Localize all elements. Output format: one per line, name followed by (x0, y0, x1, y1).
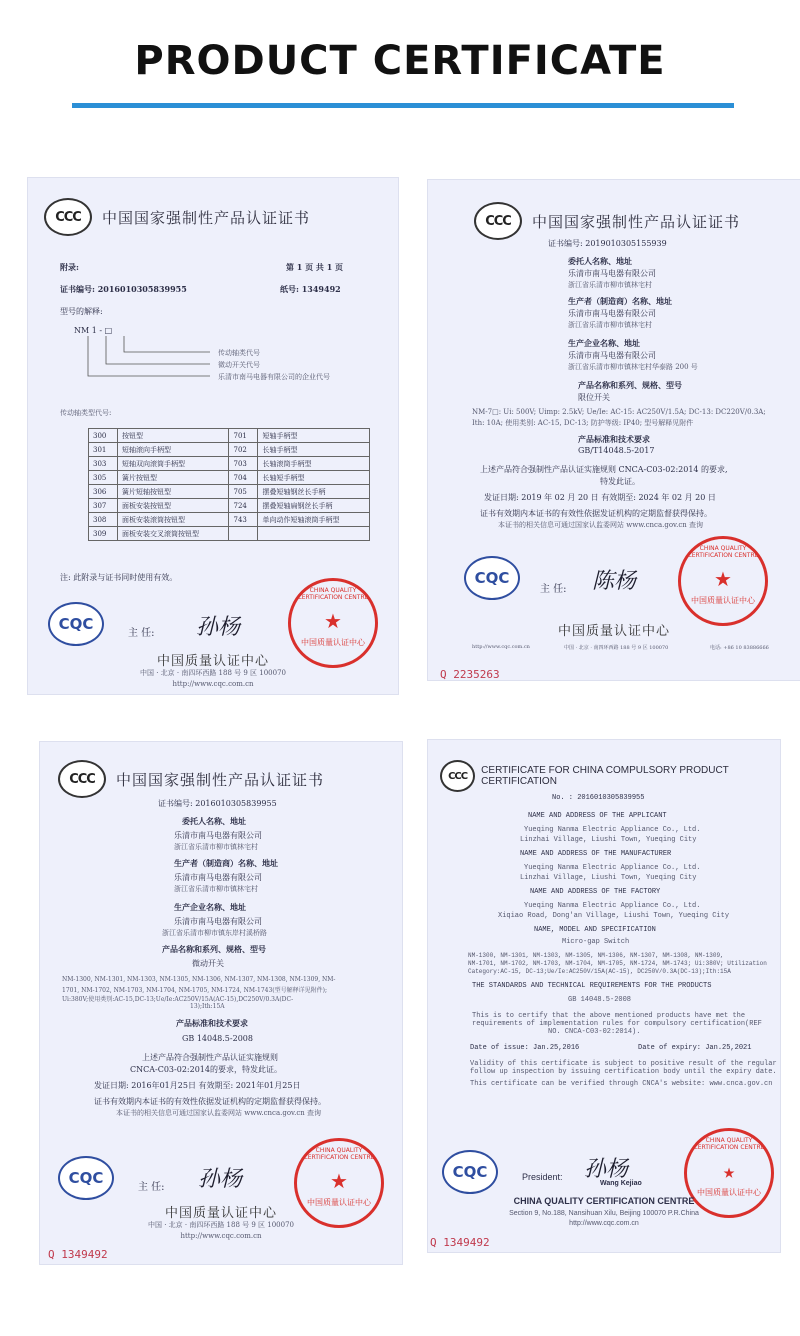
rule-line-1: 上述产品符合强制性产品认证实施规则 CNCA-C03-02:2014 的要求, (480, 465, 728, 474)
manufacturer-address: 浙江省乐清市柳市镇林宅村 (174, 885, 258, 893)
table-cell: 701 (229, 429, 258, 443)
table-cell: 短轴手柄型 (258, 429, 370, 443)
spec-line-1: NM-1300, NM-1301, NM-1303, NM-1305, NM-1306, NM-1307, NM-1308, NM-1309, (468, 952, 724, 959)
table-cell: 705 (229, 485, 258, 499)
official-seal-stamp: CHINA QUALITY CERTIFICATION CENTRE ★ 中国质量认证中心 (684, 1128, 774, 1218)
table-cell: 面板安装交叉滚筒按钮型 (118, 527, 229, 541)
center-url: http://www.cqc.com.cn (569, 1220, 639, 1227)
applicant-label: NAME AND ADDRESS OF THE APPLICANT (528, 812, 667, 820)
table-cell: 摆叠短轴扁钢丝长手柄 (258, 499, 370, 513)
spec-line-3: Ui:380V;使用类别:AC-15,DC-13;Ue/Ie:AC250V/15A(AC-15),DC250V/0.3A(DC- (62, 996, 294, 1003)
model-label: 型号的解释: (60, 307, 103, 316)
center-url: http://www.cqc.com.cn (172, 680, 254, 688)
table-cell: 702 (229, 443, 258, 457)
president-signature: 孙杨 (584, 1157, 629, 1182)
signer-label: 主 任: (540, 584, 567, 595)
center-name: 中国质量认证中心 (156, 654, 269, 669)
applicant-label: 委托人名称、地址 (182, 816, 246, 826)
director-signature: 陈杨 (592, 569, 637, 594)
factory-name: Yueqing Nanma Electric Appliance Co., Ltd. (524, 902, 701, 910)
table-cell: 摆叠短轴钢丝长手柄 (258, 485, 370, 499)
official-seal-stamp: CHINA QUALITY CERTIFICATION CENTRE ★ 中国质量认证中心 (294, 1138, 384, 1228)
table-cell: 面板安装滚筒按钮型 (118, 513, 229, 527)
ccc-logo-icon: CCC (440, 760, 475, 792)
rule-line-1: 上述产品符合强制性产品认证实施规则 (142, 1053, 278, 1062)
table-row (89, 527, 370, 541)
explain-2: 微动开关代号 (218, 361, 260, 369)
center-address: 中国 · 北京 · 南四环西路 188 号 9 区 100070 (147, 1221, 294, 1229)
table-cell: 306 (89, 485, 118, 499)
serial-number: Q 1349492 (430, 1236, 490, 1249)
director-signature: 孙杨 (196, 615, 241, 640)
spec-line-2: NM-1701, NM-1702, NM-1703, NM-1704, NM-1705, NM-1724, NM-1743; Ui:380V; Utilization (468, 960, 767, 967)
annex-note: 注: 此附录与证书同时使用有效。 (60, 573, 178, 582)
center-address: Section 9, No.188, Nansihuan Xilu, Beijing 100070 P.R.China (509, 1210, 699, 1217)
standard-value: GB 14048.5-2008 (182, 1034, 253, 1043)
product-name: Micro-gap Switch (562, 938, 630, 946)
certificate-micro-switch-cn (40, 742, 402, 1264)
rule-line-2: CNCA-C03-02:2014的要求，特发此证。 (130, 1065, 282, 1074)
signer-label: 主 任: (138, 1182, 165, 1193)
rule-line-2: 特发此证。 (600, 477, 640, 486)
table-row (89, 471, 370, 485)
manufacturer-address: Linzhai Village, Liushi Town, Yueqing City (520, 874, 697, 882)
table-cell: 长轴手柄型 (258, 443, 370, 457)
serial-number: Q 1349492 (48, 1248, 108, 1261)
table-cell: 743 (229, 513, 258, 527)
manufacturer-label: 生产者（制造商）名称、地址 (174, 858, 278, 868)
footer-url: http://www.cqc.com.cn (472, 644, 530, 650)
table-cell: 簧片按钮型 (118, 471, 229, 485)
cqc-logo-icon: CQC (48, 602, 104, 646)
manufacturer-name: Yueqing Nanma Electric Appliance Co., Ltd. (524, 864, 701, 872)
model-code: NM 1 - □ (74, 326, 113, 335)
table-cell (258, 527, 370, 541)
spec-line-2: 1701, NM-1702, NM-1703, NM-1704, NM-1705, NM-1724, NM-1743(型号解释详见附件); (62, 987, 328, 994)
rule-line-3: NO. CNCA-C03-02:2014). (548, 1028, 641, 1036)
certificate-annex (28, 178, 398, 694)
director-signature: 孙杨 (198, 1167, 243, 1192)
ccc-logo-icon: CCC (58, 760, 106, 798)
table-cell: 300 (89, 429, 118, 443)
factory-address: 浙江省乐清市柳市镇林宅村华泰路 200 号 (568, 363, 698, 371)
factory-name: 乐清市南马电器有限公司 (568, 351, 656, 360)
standard-label: THE STANDARDS AND TECHNICAL REQUIREMENTS FOR THE PRODUCTS (472, 982, 712, 990)
table-row (89, 443, 370, 457)
manufacturer-label: 生产者（制造商）名称、地址 (568, 296, 672, 306)
table-cell: 长轴滚筒手柄型 (258, 457, 370, 471)
table-cell: 724 (229, 499, 258, 513)
explain-3: 乐清市南马电器有限公司的企业代号 (218, 373, 330, 381)
table-cell: 704 (229, 471, 258, 485)
center-name: CHINA QUALITY CERTIFICATION CENTRE (513, 1196, 695, 1206)
applicant-name: Yueqing Nanma Electric Appliance Co., Ltd. (524, 826, 701, 834)
model-bracket-lines (80, 334, 220, 380)
title-underline (72, 103, 734, 108)
signer-label: President: (522, 1172, 563, 1182)
table-row (89, 499, 370, 513)
applicant-label: 委托人名称、地址 (568, 256, 632, 266)
factory-address: 浙江省乐清市柳市镇东岸村溪桥路 (162, 929, 267, 937)
standard-label: 产品标准和技术要求 (176, 1018, 248, 1028)
product-label: NAME, MODEL AND SPECIFICATION (534, 926, 656, 934)
table-cell: 面板安装按钮型 (118, 499, 229, 513)
spec-line-3: Category:AC-15, DC-13;Ue/Ie:AC250V/15A(AC-15), DC250V/0.3A(DC-13);Ith:15A (468, 968, 731, 975)
table-row (89, 457, 370, 471)
table-row (89, 429, 370, 443)
certificate-title: CERTIFICATE FOR CHINA COMPULSORY PRODUCT CERTIFICATION (481, 765, 729, 787)
table-cell: 309 (89, 527, 118, 541)
factory-name: 乐清市南马电器有限公司 (174, 917, 262, 926)
table-cell: 短轴双向滚筒手柄型 (118, 457, 229, 471)
manufacturer-address: 浙江省乐清市柳市镇林宅村 (568, 321, 652, 329)
certificate-title: 中国国家强制性产品认证证书 (532, 212, 741, 231)
official-seal-stamp: CHINA QUALITY CERTIFICATION CENTRE ★ 中国质量认证中心 (678, 536, 768, 626)
table-row (89, 485, 370, 499)
certificate-title: 中国国家强制性产品认证证书 (102, 208, 311, 227)
spec-line-4: 13);Ith:15A (190, 1003, 225, 1010)
cqc-logo-icon: CQC (442, 1150, 498, 1194)
spec-line-1: NM-7□: Ui: 500V; Uimp: 2.5kV; Ue/Ie: AC-15: AC250V/1.5A; DC-13: DC220V/0.3A; (472, 408, 766, 416)
product-name: 限位开关 (578, 393, 610, 402)
factory-label: NAME AND ADDRESS OF THE FACTORY (530, 888, 661, 896)
applicant-name: 乐清市南马电器有限公司 (174, 831, 262, 840)
cqc-logo-icon: CQC (58, 1156, 114, 1200)
table-cell: 按钮型 (118, 429, 229, 443)
rule-line-1: This is to certify that the above mentioned products have met the (472, 1012, 746, 1020)
factory-label: 生产企业名称、地址 (568, 338, 640, 348)
ccc-logo-icon: CCC (474, 202, 522, 240)
expiry-date: Date of expiry: Jan.25,2021 (638, 1044, 752, 1052)
validity-line-3: This certificate can be verified through CNCA's website: www.cnca.gov.cn (470, 1080, 773, 1088)
shaft-type-table (88, 428, 370, 541)
spec-line-1: NM-1300, NM-1301, NM-1303, NM-1305, NM-1306, NM-1307, NM-1308, NM-1309, NM- (62, 976, 336, 983)
page-info: 第 1 页 共 1 页 (286, 262, 344, 272)
standard-label: 产品标准和技术要求 (578, 434, 650, 444)
cert-number: No. : 2016010305839955 (552, 794, 645, 802)
table-cell: 303 (89, 457, 118, 471)
validity-line-2: 本证书的相关信息可通过国家认监委网站 www.cnca.gov.cn 查询 (498, 521, 704, 529)
paper-number: 纸号: 1349492 (280, 284, 341, 294)
validity-line-2: follow up inspection by issuing certification body until the expiry date. (470, 1068, 777, 1076)
rule-line-2: requirements of implementation rules for compulsory certification(REF (472, 1020, 762, 1028)
product-label: 产品名称和系列、规格、型号 (578, 380, 682, 390)
product-name: 微动开关 (192, 959, 224, 968)
annex-label: 附录: (60, 262, 79, 272)
spec-line-2: Ith: 10A; 使用类别: AC-15, DC-13; 防护等级: IP40; 型号解释见附件 (472, 419, 694, 427)
standard-value: GB/T14048.5-2017 (578, 446, 655, 455)
applicant-address: 浙江省乐清市柳市镇林宅村 (174, 843, 258, 851)
manufacturer-label: NAME AND ADDRESS OF THE MANUFACTURER (520, 850, 672, 858)
center-name: 中国质量认证中心 (557, 624, 670, 639)
table-cell (229, 527, 258, 541)
product-label: 产品名称和系列、规格、型号 (162, 944, 266, 954)
page-title: PRODUCT CERTIFICATE (134, 38, 666, 84)
validity-line-2: 本证书的相关信息可通过国家认监委网站 www.cnca.gov.cn 查询 (116, 1109, 322, 1117)
cqc-logo-icon: CQC (464, 556, 520, 600)
applicant-address: 浙江省乐清市柳市镇林宅村 (568, 281, 652, 289)
cert-number: 证书编号: 2016010305839955 (60, 284, 187, 294)
table-cell: 长轴短手柄型 (258, 471, 370, 485)
table-cell: 簧片短轴按钮型 (118, 485, 229, 499)
table-label: 传动轴类型代号: (60, 409, 112, 417)
footer-address: 中国 · 北京 · 南四环西路 188 号 9 区 100070 (564, 645, 669, 651)
factory-address: Xiqiao Road, Dong'an Village, Liushi Town, Yueqing City (498, 912, 730, 920)
applicant-name: 乐清市南马电器有限公司 (568, 269, 656, 278)
official-seal-stamp: CHINA QUALITY CERTIFICATION CENTRE ★ 中国质量认证中心 (288, 578, 378, 668)
ccc-logo-icon: CCC (44, 198, 92, 236)
explain-1: 传动轴类代号 (218, 349, 260, 357)
table-cell: 301 (89, 443, 118, 457)
issue-expiry-dates: 发证日期: 2016年01月25日 有效期至: 2021年01月25日 (94, 1081, 301, 1090)
manufacturer-name: 乐清市南马电器有限公司 (174, 873, 262, 882)
applicant-address: Linzhai Village, Liushi Town, Yueqing City (520, 836, 697, 844)
table-cell: 305 (89, 471, 118, 485)
table-cell: 307 (89, 499, 118, 513)
certificate-micro-switch-en (428, 740, 780, 1252)
table-cell: 308 (89, 513, 118, 527)
table-row (89, 513, 370, 527)
serial-number: Q 2235263 (440, 668, 500, 680)
signer-name: Wang Kejiao (600, 1180, 642, 1187)
validity-line-1: Validity of this certificate is subject to positive result of the regular (470, 1060, 777, 1068)
certificate-title: 中国国家强制性产品认证证书 (116, 770, 325, 789)
cert-number: 证书编号: 2016010305839955 (158, 799, 277, 808)
table-cell: 短轴滚向手柄型 (118, 443, 229, 457)
center-name: 中国质量认证中心 (164, 1206, 277, 1221)
cert-number: 证书编号: 2019010305155939 (548, 239, 667, 248)
center-url: http://www.cqc.com.cn (180, 1232, 262, 1240)
manufacturer-name: 乐清市南马电器有限公司 (568, 309, 656, 318)
standard-value: GB 14048.5-2008 (568, 996, 632, 1004)
certificate-limit-switch (428, 180, 800, 680)
signer-label: 主 任: (128, 628, 155, 639)
center-address: 中国 · 北京 · 南四环西路 188 号 9 区 100070 (139, 669, 286, 677)
issue-date: Date of issue: Jan.25,2016 (470, 1044, 580, 1052)
table-cell: 703 (229, 457, 258, 471)
issue-expiry-dates: 发证日期: 2019 年 02 月 20 日 有效期至: 2024 年 02 月 20 日 (484, 493, 716, 502)
validity-line-1: 证书有效期内本证书的有效性依据发证机构的定期监督获得保持。 (94, 1097, 326, 1106)
validity-line-1: 证书有效期内本证书的有效性依据发证机构的定期监督获得保持。 (480, 509, 712, 518)
factory-label: 生产企业名称、地址 (174, 902, 246, 912)
table-cell: 单向动作短轴滚筒手柄型 (258, 513, 370, 527)
footer-phone: 电话: +86 10 83886666 (710, 645, 769, 651)
